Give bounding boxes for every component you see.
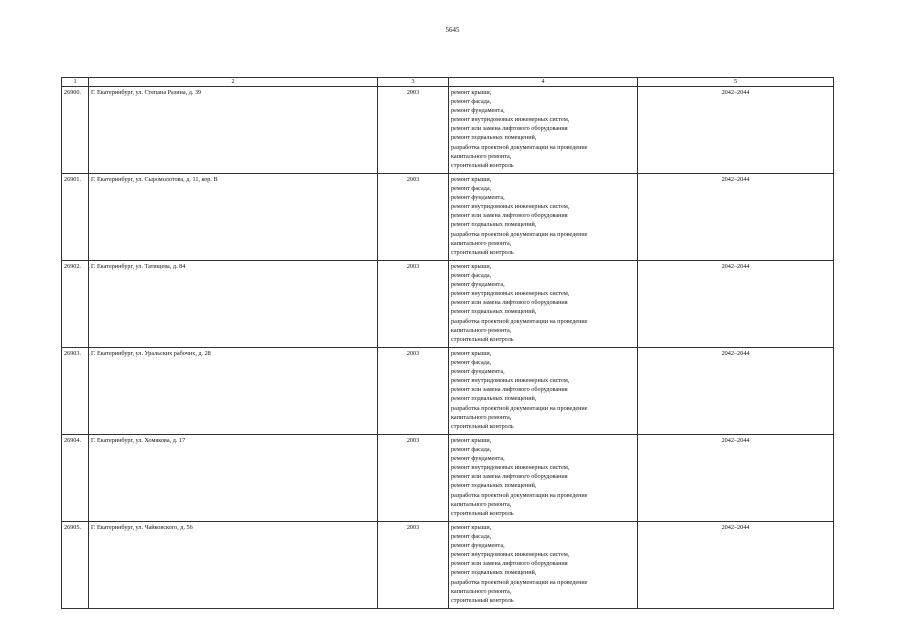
column-number-cell: 3 (378, 78, 449, 87)
table-row (62, 348, 834, 435)
year-cell: 2003 (378, 348, 449, 435)
table-row (62, 435, 834, 522)
period-cell: 2042–2044 (638, 261, 834, 348)
work-item: ремонт фундамента, (451, 542, 505, 550)
work-item: ремонт фасада, (451, 272, 492, 280)
address-cell: Г. Екатеринбург, ул. Степана Разина, д. 39 (89, 87, 378, 174)
work-item: ремонт внутридомовых инженерных систем, (451, 551, 570, 559)
work-item: строительный контроль (451, 596, 514, 604)
work-item: ремонт или замена лифтового оборудования (451, 299, 568, 307)
works-cell (449, 435, 638, 522)
work-item: ремонт фасада, (451, 359, 492, 367)
work-item: разработка проектной документации на проведение (451, 578, 588, 586)
work-item: ремонт или замена лифтового оборудования (451, 386, 568, 394)
row-number-cell: 26902. (62, 261, 89, 348)
column-number-row (62, 78, 834, 87)
address-cell: Г. Екатеринбург, ул. Чайковского, д. 56 (89, 522, 378, 609)
page-number: 5645 (445, 26, 460, 34)
column-number-cell: 4 (449, 78, 638, 87)
work-item: строительный контроль (451, 509, 514, 517)
work-item: ремонт фасада, (451, 446, 492, 454)
work-item: ремонт фундамента, (451, 194, 505, 202)
row-number-cell: 26900. (62, 87, 89, 174)
work-item: ремонт крыши, (451, 437, 492, 444)
work-item: ремонт или замена лифтового оборудования (451, 212, 568, 220)
work-item: ремонт крыши, (451, 89, 492, 96)
work-item: разработка проектной документации на проведение (451, 404, 588, 412)
work-item: ремонт крыши, (451, 176, 492, 183)
period-cell: 2042–2044 (638, 522, 834, 609)
work-item: ремонт внутридомовых инженерных систем, (451, 290, 570, 298)
work-item: строительный контроль (451, 248, 514, 256)
works-cell (449, 261, 638, 348)
work-item: ремонт фундамента, (451, 455, 505, 463)
work-item: ремонт или замена лифтового оборудования (451, 473, 568, 481)
work-item: строительный контроль (451, 335, 514, 343)
work-item: ремонт подвальных помещений, (451, 134, 537, 142)
year-cell: 2003 (378, 174, 449, 261)
column-number-cell: 5 (638, 78, 834, 87)
works-cell (449, 522, 638, 609)
work-item: ремонт крыши, (451, 350, 492, 357)
work-item: разработка проектной документации на проведение (451, 317, 588, 325)
row-number-cell: 26905. (62, 522, 89, 609)
work-item: ремонт фасада, (451, 98, 492, 106)
period-cell: 2042–2044 (638, 348, 834, 435)
table-row (62, 87, 834, 174)
year-cell: 2003 (378, 522, 449, 609)
work-item: ремонт подвальных помещений, (451, 569, 537, 577)
table-row (62, 522, 834, 609)
repair-schedule-table (61, 77, 834, 609)
work-item: ремонт или замена лифтового оборудования (451, 125, 568, 133)
period-cell: 2042–2044 (638, 174, 834, 261)
work-item: строительный контроль (451, 161, 514, 169)
work-item: ремонт фасада, (451, 533, 492, 541)
works-cell (449, 348, 638, 435)
work-item: капитального ремонта, (451, 152, 512, 160)
work-item: ремонт подвальных помещений, (451, 482, 537, 490)
works-cell (449, 174, 638, 261)
works-cell (449, 87, 638, 174)
address-cell: Г. Екатеринбург, ул. Уральских рабочих, д. 28 (89, 348, 378, 435)
work-item: ремонт фундамента, (451, 368, 505, 376)
work-item: ремонт фундамента, (451, 107, 505, 115)
address-cell: Г. Екатеринбург, ул. Татищева, д. 84 (89, 261, 378, 348)
row-number-cell: 26903. (62, 348, 89, 435)
work-item: разработка проектной документации на проведение (451, 143, 588, 151)
work-item: ремонт фасада, (451, 185, 492, 193)
work-item: ремонт внутридомовых инженерных систем, (451, 464, 570, 472)
row-number-cell: 26901. (62, 174, 89, 261)
column-number-cell: 2 (89, 78, 378, 87)
work-item: ремонт подвальных помещений, (451, 221, 537, 229)
work-item: капитального ремонта, (451, 500, 512, 508)
work-item: капитального ремонта, (451, 239, 512, 247)
work-item: капитального ремонта, (451, 326, 512, 334)
work-item: строительный контроль (451, 422, 514, 430)
table-row (62, 174, 834, 261)
work-item: ремонт внутридомовых инженерных систем, (451, 116, 570, 124)
table-row (62, 261, 834, 348)
work-item: разработка проектной документации на проведение (451, 491, 588, 499)
year-cell: 2003 (378, 261, 449, 348)
period-cell: 2042–2044 (638, 435, 834, 522)
work-item: разработка проектной документации на проведение (451, 230, 588, 238)
work-item: ремонт или замена лифтового оборудования (451, 560, 568, 568)
year-cell: 2003 (378, 87, 449, 174)
work-item: ремонт внутридомовых инженерных систем, (451, 377, 570, 385)
column-number-cell: 1 (62, 78, 89, 87)
work-item: капитального ремонта, (451, 413, 512, 421)
address-cell: Г. Екатеринбург, ул. Сыромолотова, д. 11, кор. В (89, 174, 378, 261)
work-item: ремонт подвальных помещений, (451, 308, 537, 316)
work-item: ремонт внутридомовых инженерных систем, (451, 203, 570, 211)
address-cell: Г. Екатеринбург, ул. Хомякова, д. 17 (89, 435, 378, 522)
year-cell: 2003 (378, 435, 449, 522)
work-item: ремонт фундамента, (451, 281, 505, 289)
period-cell: 2042–2044 (638, 87, 834, 174)
work-item: ремонт крыши, (451, 524, 492, 531)
work-item: ремонт крыши, (451, 263, 492, 270)
row-number-cell: 26904. (62, 435, 89, 522)
work-item: капитального ремонта, (451, 587, 512, 595)
work-item: ремонт подвальных помещений, (451, 395, 537, 403)
